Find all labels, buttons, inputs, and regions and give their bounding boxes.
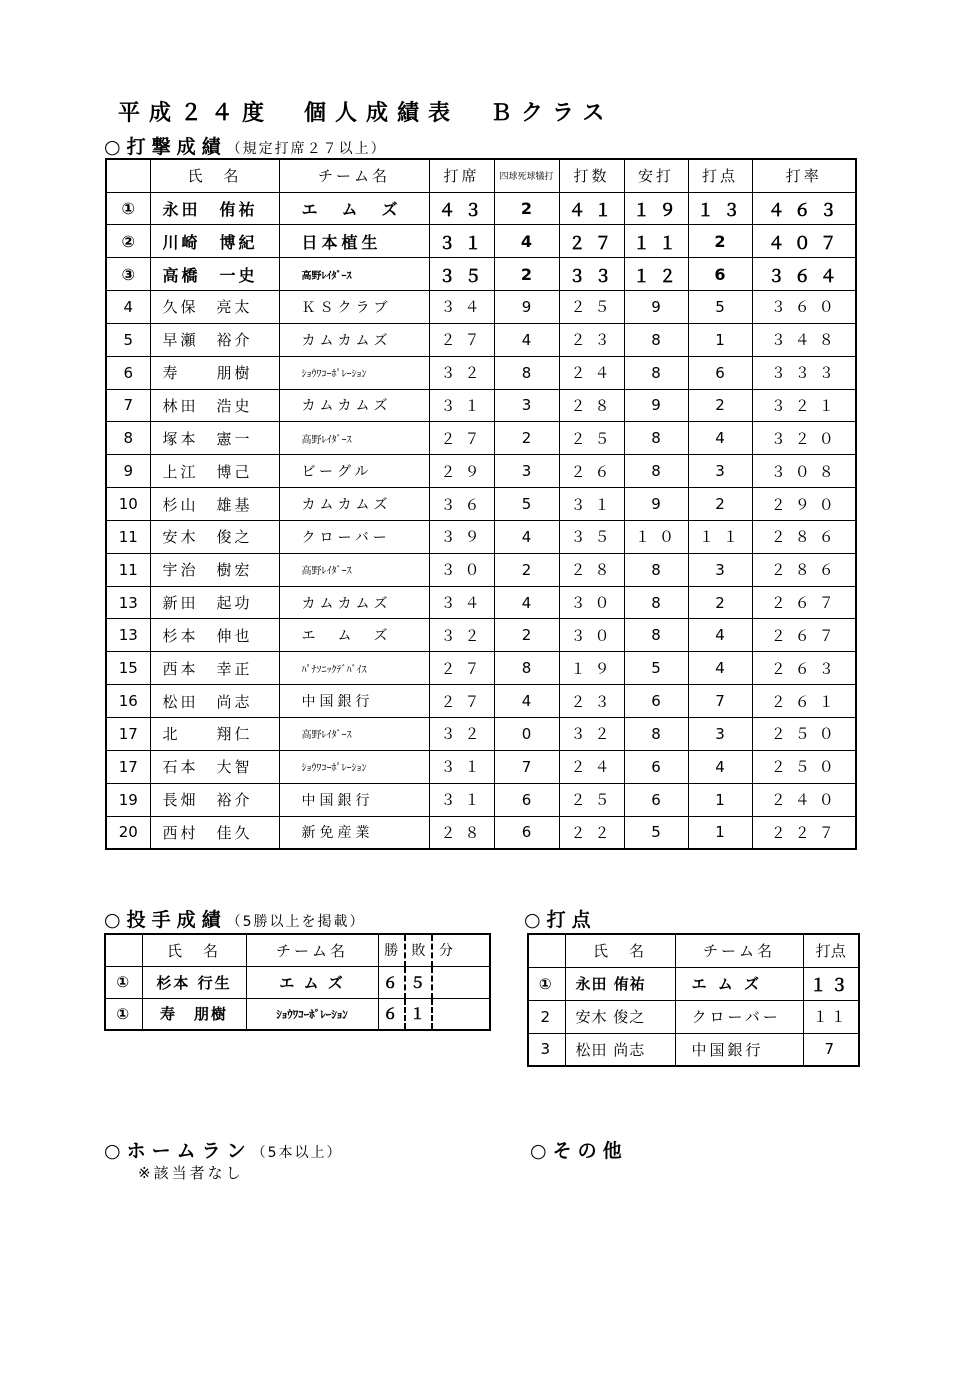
batting-pa: ２７: [429, 323, 494, 356]
batting-rbi: 6: [688, 258, 752, 291]
batting-avg: ２５０: [752, 718, 856, 751]
rbi-value: １１: [803, 1000, 859, 1033]
batting-pa: ２８: [429, 816, 494, 849]
batting-row: [106, 291, 856, 324]
pitching-row: [105, 966, 490, 998]
pitching-team: エ ム ズ: [246, 966, 378, 998]
batting-hits: 5: [624, 652, 688, 685]
pitching-win: ６: [378, 966, 405, 998]
batting-pa: ３４: [429, 291, 494, 324]
batting-rank: 11: [106, 520, 150, 553]
pitching-subheading: （5勝以上を掲載）: [226, 914, 366, 930]
batting-ab: ３３: [559, 258, 624, 291]
batting-ab: ２４: [559, 356, 624, 389]
batting-pa: ３６: [429, 488, 494, 521]
batting-name: 長畑 裕介: [150, 783, 279, 816]
pitching-team: ｼｮｳﾜｺｰﾎﾟﾚｰｼｮﾝ: [246, 998, 378, 1030]
batting-row: [106, 323, 856, 356]
batting-rank: 6: [106, 356, 150, 389]
batting-team: 中国銀行: [279, 783, 429, 816]
batting-rank: 17: [106, 750, 150, 783]
batting-pa: ２９: [429, 455, 494, 488]
batting-hits: 9: [624, 488, 688, 521]
batting-col-rbi: 打点: [688, 159, 752, 192]
rbi-row: [528, 1000, 859, 1033]
batting-ab: ３１: [559, 488, 624, 521]
batting-rbi: 1: [688, 783, 752, 816]
batting-rbi: 2: [688, 488, 752, 521]
batting-team: ＫＳクラブ: [279, 291, 429, 324]
batting-rbi: 5: [688, 291, 752, 324]
batting-pa: ３９: [429, 520, 494, 553]
pitching-heading-label: ○投手成績: [104, 909, 227, 931]
batting-ab: ２３: [559, 323, 624, 356]
batting-pa: ３５: [429, 258, 494, 291]
rbi-col-name: 氏 名: [565, 934, 675, 967]
batting-rank: 9: [106, 455, 150, 488]
batting-pa: ２７: [429, 422, 494, 455]
batting-col-hits: 安打: [624, 159, 688, 192]
pitching-rank: ①: [105, 998, 142, 1030]
batting-row: [106, 586, 856, 619]
batting-rank: 13: [106, 586, 150, 619]
rbi-team: エ ム ズ: [675, 967, 803, 1000]
batting-row: [106, 455, 856, 488]
batting-team: カムカムズ: [279, 586, 429, 619]
batting-rbi: 1: [688, 323, 752, 356]
batting-bb: 4: [494, 586, 559, 619]
batting-header-row: [106, 159, 856, 192]
pitching-header-row: [105, 934, 490, 966]
batting-avg: ２８６: [752, 520, 856, 553]
batting-rbi: 3: [688, 718, 752, 751]
batting-hits: 8: [624, 553, 688, 586]
rbi-row: [528, 1033, 859, 1066]
batting-col-team: チーム名: [279, 159, 429, 192]
batting-row: [106, 750, 856, 783]
batting-team: 高野ﾚｲﾀﾞｰｽ: [279, 718, 429, 751]
batting-name: 杉山 雄基: [150, 488, 279, 521]
batting-pa: ２７: [429, 652, 494, 685]
batting-hits: 8: [624, 619, 688, 652]
batting-hits: 8: [624, 422, 688, 455]
rbi-col-team: チーム名: [675, 934, 803, 967]
batting-bb: 0: [494, 718, 559, 751]
rbi-col-rank: [528, 934, 565, 967]
rbi-body: [528, 967, 859, 1066]
batting-pa: ３１: [429, 389, 494, 422]
batting-hits: １９: [624, 192, 688, 225]
batting-avg: ４０７: [752, 225, 856, 258]
batting-name: 早瀬 裕介: [150, 323, 279, 356]
pitching-name: 杉本 行生: [142, 966, 246, 998]
rbi-value: １３: [803, 967, 859, 1000]
batting-name: 塚本 憲一: [150, 422, 279, 455]
batting-heading: [104, 132, 387, 159]
batting-ab: ３５: [559, 520, 624, 553]
batting-heading-label: ○打撃成績: [104, 136, 227, 158]
batting-ab: ２５: [559, 291, 624, 324]
batting-hits: 8: [624, 455, 688, 488]
batting-rank: 20: [106, 816, 150, 849]
batting-ab: ２８: [559, 389, 624, 422]
batting-bb: 4: [494, 225, 559, 258]
batting-hits: 8: [624, 718, 688, 751]
rbi-value: 7: [803, 1033, 859, 1066]
batting-bb: 2: [494, 619, 559, 652]
batting-name: 永田 侑祐: [150, 192, 279, 225]
batting-row: [106, 619, 856, 652]
batting-hits: 9: [624, 291, 688, 324]
pitching-body: [105, 966, 490, 1030]
batting-avg: ２８６: [752, 553, 856, 586]
batting-bb: 3: [494, 455, 559, 488]
batting-ab: ２２: [559, 816, 624, 849]
batting-rbi: 2: [688, 389, 752, 422]
batting-name: 西村 佳久: [150, 816, 279, 849]
batting-name: 寿 朋樹: [150, 356, 279, 389]
batting-name: 新田 起功: [150, 586, 279, 619]
batting-pa: ３１: [429, 225, 494, 258]
batting-bb: 3: [494, 389, 559, 422]
batting-row: [106, 718, 856, 751]
batting-hits: 8: [624, 586, 688, 619]
pitching-col-loss: 敗: [405, 934, 432, 966]
rbi-heading: [524, 905, 597, 932]
batting-rbi: 4: [688, 652, 752, 685]
batting-pa: ３１: [429, 783, 494, 816]
batting-pa: ２７: [429, 685, 494, 718]
pitching-heading: [104, 905, 366, 932]
pitching-col-rank: [105, 934, 142, 966]
batting-pa: ４３: [429, 192, 494, 225]
batting-row: [106, 422, 856, 455]
batting-rbi: 7: [688, 685, 752, 718]
batting-rank: 15: [106, 652, 150, 685]
rbi-name: 松田 尚志: [565, 1033, 675, 1066]
batting-hits: 8: [624, 356, 688, 389]
batting-bb: 8: [494, 356, 559, 389]
rbi-rank: ①: [528, 967, 565, 1000]
batting-team: 高野ﾚｲﾀﾞｰｽ: [279, 258, 429, 291]
batting-avg: ３６０: [752, 291, 856, 324]
rbi-row: [528, 967, 859, 1000]
batting-name: 宇治 樹宏: [150, 553, 279, 586]
rbi-header-row: [528, 934, 859, 967]
batting-name: 川崎 博紀: [150, 225, 279, 258]
batting-col-avg: 打率: [752, 159, 856, 192]
batting-team: 中国銀行: [279, 685, 429, 718]
pitching-loss: ５: [405, 966, 432, 998]
batting-hits: 6: [624, 750, 688, 783]
pitching-col-name: 氏 名: [142, 934, 246, 966]
batting-bb: 4: [494, 520, 559, 553]
batting-rbi: 4: [688, 750, 752, 783]
batting-bb: 9: [494, 291, 559, 324]
batting-team: エ ム ズ: [279, 192, 429, 225]
batting-bb: 6: [494, 783, 559, 816]
batting-pa: ３１: [429, 750, 494, 783]
batting-row: [106, 192, 856, 225]
batting-rbi: 2: [688, 586, 752, 619]
batting-team: 新免産業: [279, 816, 429, 849]
batting-body: [106, 192, 856, 849]
batting-team: 日本植生: [279, 225, 429, 258]
rbi-team: クローバー: [675, 1000, 803, 1033]
batting-ab: ４１: [559, 192, 624, 225]
batting-pa: ３４: [429, 586, 494, 619]
batting-avg: ３６４: [752, 258, 856, 291]
batting-row: [106, 520, 856, 553]
batting-bb: 2: [494, 422, 559, 455]
batting-name: 西本 幸正: [150, 652, 279, 685]
batting-avg: ２９０: [752, 488, 856, 521]
batting-rbi: １３: [688, 192, 752, 225]
homerun-heading-label: ○ホームラン: [104, 1140, 252, 1162]
batting-team: エ ム ズ: [279, 619, 429, 652]
batting-team: ﾊﾟﾅｿﾆｯｸﾃﾞﾊﾞｲｽ: [279, 652, 429, 685]
batting-avg: ３２０: [752, 422, 856, 455]
batting-col-bb: 四球死球犠打: [494, 159, 559, 192]
batting-team: 高野ﾚｲﾀﾞｰｽ: [279, 553, 429, 586]
batting-avg: ２２７: [752, 816, 856, 849]
batting-ab: １９: [559, 652, 624, 685]
pitching-name: 寿 朋樹: [142, 998, 246, 1030]
page-title: 平成２４度 個人成績表 Ｂクラス: [118, 100, 614, 126]
batting-name: 安木 俊之: [150, 520, 279, 553]
batting-avg: ３４８: [752, 323, 856, 356]
batting-name: 杉本 伸也: [150, 619, 279, 652]
batting-rbi: 2: [688, 225, 752, 258]
batting-row: [106, 488, 856, 521]
homerun-note: ※該当者なし: [138, 1164, 244, 1182]
batting-pa: ３２: [429, 718, 494, 751]
batting-hits: １２: [624, 258, 688, 291]
rbi-col-rbi: 打点: [803, 934, 859, 967]
batting-ab: ３０: [559, 619, 624, 652]
batting-rbi: 1: [688, 816, 752, 849]
batting-hits: １０: [624, 520, 688, 553]
batting-pa: ３２: [429, 619, 494, 652]
batting-team: 高野ﾚｲﾀﾞｰｽ: [279, 422, 429, 455]
batting-bb: 2: [494, 258, 559, 291]
batting-ab: ２４: [559, 750, 624, 783]
rbi-name: 安木 俊之: [565, 1000, 675, 1033]
pitching-draw: [432, 966, 490, 998]
batting-col-rank: [106, 159, 150, 192]
batting-bb: 2: [494, 192, 559, 225]
batting-ab: ２８: [559, 553, 624, 586]
other-heading-label: ○その他: [530, 1140, 628, 1162]
batting-rank: ③: [106, 258, 150, 291]
batting-bb: 6: [494, 816, 559, 849]
batting-ab: ３０: [559, 586, 624, 619]
batting-hits: 6: [624, 783, 688, 816]
batting-rank: 10: [106, 488, 150, 521]
other-heading: [530, 1136, 628, 1163]
batting-team: カムカムズ: [279, 389, 429, 422]
batting-name: 松田 尚志: [150, 685, 279, 718]
batting-team: ビーグル: [279, 455, 429, 488]
batting-rank: 4: [106, 291, 150, 324]
pitching-col-team: チーム名: [246, 934, 378, 966]
batting-rbi: 6: [688, 356, 752, 389]
batting-ab: ２５: [559, 783, 624, 816]
batting-team: カムカムズ: [279, 488, 429, 521]
pitching-table: [104, 933, 491, 1031]
batting-avg: ２６７: [752, 619, 856, 652]
batting-pa: ３２: [429, 356, 494, 389]
batting-name: 北 翔仁: [150, 718, 279, 751]
batting-hits: 9: [624, 389, 688, 422]
batting-bb: 7: [494, 750, 559, 783]
rbi-team: 中国銀行: [675, 1033, 803, 1066]
rbi-name: 永田 侑祐: [565, 967, 675, 1000]
batting-avg: ２５０: [752, 750, 856, 783]
batting-avg: ４６３: [752, 192, 856, 225]
pitching-loss: １: [405, 998, 432, 1030]
batting-avg: ３２１: [752, 389, 856, 422]
pitching-col-win: 勝: [378, 934, 405, 966]
batting-avg: ２６１: [752, 685, 856, 718]
homerun-subheading: （5本以上）: [251, 1145, 343, 1161]
pitching-win: ６: [378, 998, 405, 1030]
batting-avg: ２６７: [752, 586, 856, 619]
rbi-heading-label: ○打点: [524, 909, 597, 931]
batting-rank: 7: [106, 389, 150, 422]
batting-avg: ３３３: [752, 356, 856, 389]
batting-rank: 11: [106, 553, 150, 586]
batting-hits: 6: [624, 685, 688, 718]
rbi-rank: 3: [528, 1033, 565, 1066]
batting-row: [106, 389, 856, 422]
batting-rbi: 4: [688, 422, 752, 455]
batting-rbi: １１: [688, 520, 752, 553]
batting-bb: 8: [494, 652, 559, 685]
batting-ab: ２７: [559, 225, 624, 258]
batting-col-ab: 打数: [559, 159, 624, 192]
batting-name: 林田 浩史: [150, 389, 279, 422]
batting-rank: 19: [106, 783, 150, 816]
batting-rbi: 3: [688, 553, 752, 586]
batting-hits: 8: [624, 323, 688, 356]
batting-bb: 4: [494, 685, 559, 718]
batting-table: [105, 158, 857, 850]
batting-row: [106, 225, 856, 258]
batting-hits: 5: [624, 816, 688, 849]
rbi-table: [527, 933, 860, 1067]
pitching-rank: ①: [105, 966, 142, 998]
batting-name: 石本 大智: [150, 750, 279, 783]
batting-rank: 16: [106, 685, 150, 718]
batting-ab: ２５: [559, 422, 624, 455]
homerun-heading: [104, 1136, 343, 1163]
batting-ab: ２６: [559, 455, 624, 488]
pitching-col-draw: 分: [432, 934, 490, 966]
batting-rank: 13: [106, 619, 150, 652]
batting-row: [106, 816, 856, 849]
batting-team: ｼｮｳﾜｺｰﾎﾟﾚｰｼｮﾝ: [279, 356, 429, 389]
batting-rbi: 4: [688, 619, 752, 652]
batting-name: 高橋 一史: [150, 258, 279, 291]
batting-avg: ２６３: [752, 652, 856, 685]
batting-col-pa: 打席: [429, 159, 494, 192]
batting-avg: ２４０: [752, 783, 856, 816]
batting-name: 久保 亮太: [150, 291, 279, 324]
rbi-rank: 2: [528, 1000, 565, 1033]
batting-avg: ３０８: [752, 455, 856, 488]
batting-pa: ３０: [429, 553, 494, 586]
batting-row: [106, 356, 856, 389]
batting-rank: ①: [106, 192, 150, 225]
batting-rbi: 3: [688, 455, 752, 488]
batting-bb: 5: [494, 488, 559, 521]
batting-name: 上江 博己: [150, 455, 279, 488]
batting-rank: 8: [106, 422, 150, 455]
batting-ab: ３２: [559, 718, 624, 751]
batting-team: ｼｮｳﾜｺｰﾎﾟﾚｰｼｮﾝ: [279, 750, 429, 783]
batting-hits: １１: [624, 225, 688, 258]
pitching-draw: [432, 998, 490, 1030]
batting-rank: 5: [106, 323, 150, 356]
batting-row: [106, 258, 856, 291]
batting-col-name: 氏 名: [150, 159, 279, 192]
batting-rank: 17: [106, 718, 150, 751]
batting-row: [106, 652, 856, 685]
batting-row: [106, 685, 856, 718]
batting-row: [106, 783, 856, 816]
batting-team: クローバー: [279, 520, 429, 553]
batting-team: カムカムズ: [279, 323, 429, 356]
batting-bb: 4: [494, 323, 559, 356]
batting-row: [106, 553, 856, 586]
batting-subheading: （規定打席２７以上）: [226, 141, 387, 157]
batting-bb: 2: [494, 553, 559, 586]
pitching-row: [105, 998, 490, 1030]
batting-ab: ２３: [559, 685, 624, 718]
batting-rank: ②: [106, 225, 150, 258]
